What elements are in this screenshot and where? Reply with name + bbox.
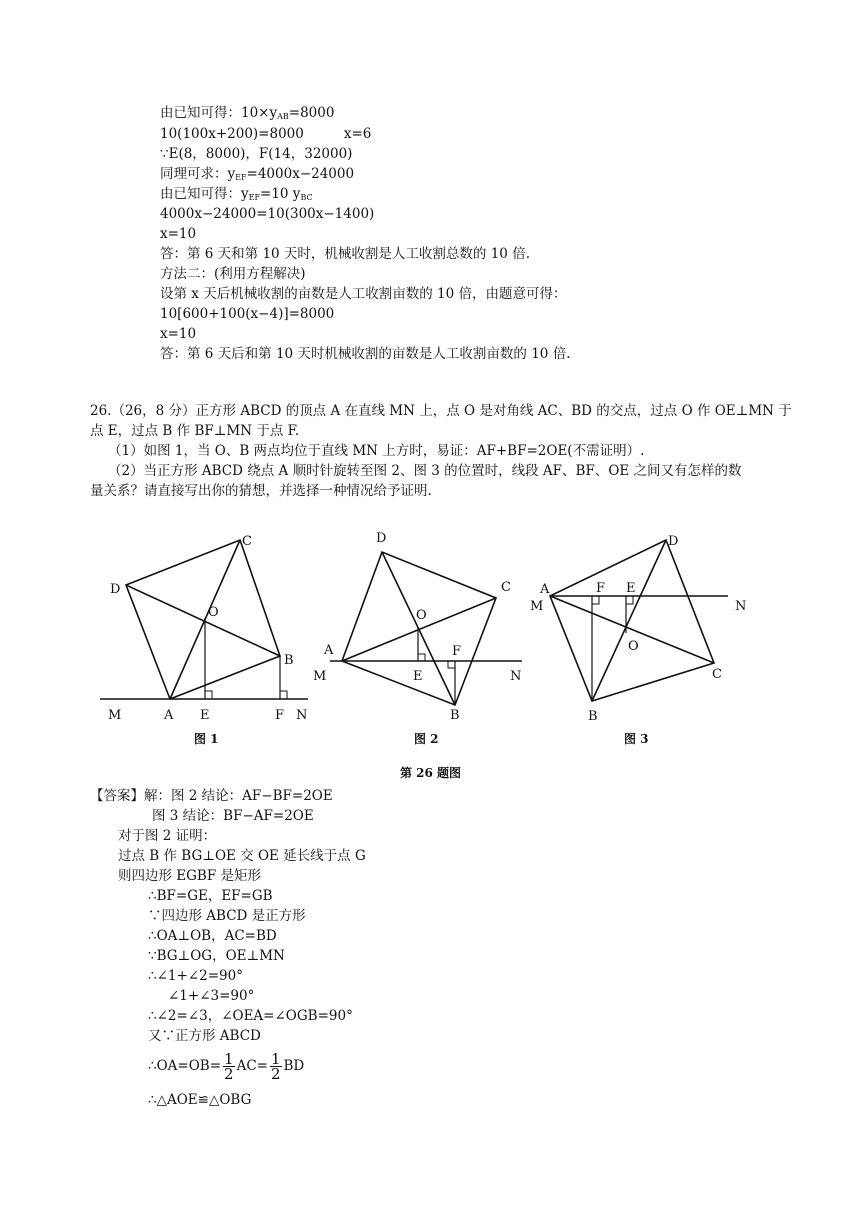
answer-step-4: ∵BG⊥OG，OE⊥MN — [148, 948, 285, 964]
fig3-label-d: D — [668, 534, 679, 549]
fig1-label-b: B — [284, 653, 294, 668]
answer-step-7: ∴∠2=∠3，∠OEA=∠OGB=90° — [148, 1008, 353, 1024]
fig2-label-d: D — [376, 531, 387, 546]
figure-1 — [100, 518, 320, 728]
fig3-label-o: O — [628, 639, 639, 654]
fig3-label-b: B — [588, 709, 598, 724]
answer-step-9: ∴OA=OB= $\frac{1}{2}$ AC= $\frac{1}{2}$ BD — [148, 1050, 305, 1083]
answer-step-6: ∠1+∠3=90° — [168, 988, 255, 1004]
fig1-label-c: C — [242, 534, 252, 549]
figure-3 — [528, 518, 763, 728]
problem-question-2b: 量关系？请直接写出你的猜想，并选择一种情况给予证明. — [90, 483, 432, 499]
fig2-label-n: N — [510, 669, 522, 684]
fig1-label-e: E — [200, 708, 210, 723]
fig2-label-f: F — [452, 644, 462, 659]
solution-line-11: 10[600+100(x−4)]=8000 — [160, 306, 335, 322]
solution-line-9: 方法二：(利用方程解决) — [160, 266, 306, 282]
answer-step-10: ∴△AOE≌△OBG — [148, 1092, 252, 1108]
problem-question-1: （1）如图 1，当 O、B 两点均位于直线 MN 上方时，易证：AF+BF=2OE(不需证明）. — [108, 443, 645, 459]
solution-line-1: 由已知可得：$10\times y_{AB}=8000$ — [160, 105, 335, 121]
solution-line-12: x=10 — [160, 326, 197, 342]
solution-line-2: 10(100x+200)=8000 x=6 — [160, 126, 372, 142]
fig3-label-c: C — [712, 667, 722, 682]
figure-1-caption: 图 1 — [194, 732, 219, 746]
fig2-label-m: M — [313, 669, 327, 684]
solution-line-4: 同理可求：$y_{EF}=4000x-24000$ — [160, 166, 355, 182]
answer-head: 【答案】解：图 2 结论：AF−BF=2OE — [90, 788, 333, 804]
figures-caption: 第 26 题图 — [400, 766, 462, 780]
solution-line-5: 由已知可得：$y_{EF}=10$ $y_{BC}$ — [160, 186, 313, 202]
figure-2-caption: 图 2 — [414, 732, 439, 746]
answer-step-1: ∴BF=GE，EF=GB — [148, 888, 273, 904]
figure-3-caption: 图 3 — [624, 732, 649, 746]
answer-step-3: ∴OA⊥OB，AC=BD — [148, 928, 277, 944]
fig2-label-e: E — [413, 669, 423, 684]
problem-question-2a: （2）当正方形 ABCD 绕点 A 顺时针旋转至图 2、图 3 的位置时，线段 AF、BF、OE 之间又有怎样的数 — [108, 463, 742, 479]
fig3-label-m: M — [530, 599, 544, 614]
solution-line-8: 答：第 6 天和第 10 天时，机械收割是人工收割总数的 10 倍. — [160, 246, 530, 262]
problem-line-1: 26.（26，8 分）正方形 ABCD 的顶点 A 在直线 MN 上，点 O 是对角线 AC、BD 的交点，过点 O 作 OE⊥MN 于 — [90, 403, 792, 419]
solution-line-13: 答：第 6 天后和第 10 天时机械收割的亩数是人工收割亩数的 10 倍. — [160, 346, 571, 362]
solution-line-7: x=10 — [160, 226, 197, 242]
answer-proof-1: 过点 B 作 BG⊥OE 交 OE 延长线于点 G — [118, 848, 366, 864]
answer-proof-intro: 对于图 2 证明： — [118, 828, 217, 844]
fig1-label-n: N — [296, 708, 308, 723]
fig1-label-d: D — [110, 582, 121, 597]
answer-step-8: 又∵正方形 ABCD — [148, 1028, 261, 1044]
fraction-half-2: $\frac{1}{2}$ — [270, 1050, 281, 1083]
fig3-label-a: A — [540, 582, 550, 597]
answer-step-5: ∴∠1+∠2=90° — [148, 968, 243, 984]
fig1-label-o: O — [208, 605, 219, 620]
answer-step-2: ∵四边形 ABCD 是正方形 — [148, 908, 306, 924]
fig2-label-b: B — [450, 708, 460, 723]
answer-proof-2: 则四边形 EGBF 是矩形 — [118, 868, 262, 884]
solution-line-3: ∵E(8，8000)，F(14，32000) — [160, 146, 353, 162]
figure-2 — [310, 518, 535, 728]
problem-line-2: 点 E，过点 B 作 BF⊥MN 于点 F. — [90, 423, 300, 439]
fig3-label-n: N — [735, 599, 747, 614]
fig1-label-m: M — [108, 708, 122, 723]
fig1-label-f: F — [275, 708, 285, 723]
fig2-label-c: C — [501, 580, 511, 595]
fig2-label-a: A — [324, 643, 334, 658]
answer-conclusion-3: 图 3 结论：BF−AF=2OE — [152, 808, 314, 824]
fig1-label-a: A — [164, 708, 174, 723]
solution-line-6: 4000x−24000=10(300x−1400) — [160, 206, 375, 222]
fig3-label-f: F — [596, 581, 606, 596]
solution-line-10: 设第 x 天后机械收割的亩数是人工收割亩数的 10 倍，由题意可得： — [160, 286, 567, 302]
fraction-half-1: $\frac{1}{2}$ — [224, 1050, 234, 1083]
fig3-label-e: E — [626, 581, 636, 596]
fig2-label-o: O — [416, 608, 427, 623]
